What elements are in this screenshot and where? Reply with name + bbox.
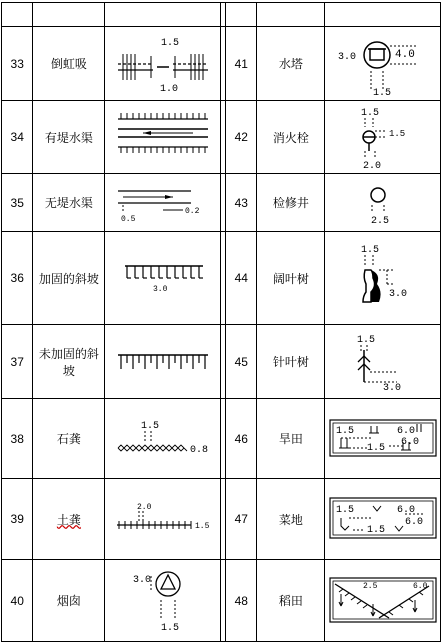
reinforced-slope-symbol xyxy=(105,232,221,325)
item-number: 34 xyxy=(2,101,33,174)
svg-text:4.0: 4.0 xyxy=(394,48,415,61)
svg-text:3.0: 3.0 xyxy=(337,51,356,63)
svg-text:1.5: 1.5 xyxy=(360,108,379,119)
table-row xyxy=(2,479,441,560)
inverted-siphon-symbol xyxy=(105,27,221,101)
svg-text:3.0: 3.0 xyxy=(382,382,401,394)
item-number: 45 xyxy=(226,325,257,399)
item-number: 48 xyxy=(226,560,257,642)
table-row xyxy=(2,101,441,174)
vegetable-field-symbol xyxy=(325,479,441,560)
item-number: 43 xyxy=(226,174,257,232)
conifer-tree-symbol xyxy=(325,325,441,399)
table-row xyxy=(2,174,441,232)
earth-ridge-symbol xyxy=(105,479,221,560)
item-name: 针叶树 xyxy=(257,325,325,399)
svg-text:1.5: 1.5 xyxy=(356,334,375,346)
svg-text:1.5: 1.5 xyxy=(366,442,385,454)
table-row xyxy=(2,399,441,479)
fire-hydrant-symbol xyxy=(325,101,441,174)
svg-text:2.5: 2.5 xyxy=(370,215,389,227)
header-cell xyxy=(226,3,257,27)
svg-text:6.0: 6.0 xyxy=(396,425,415,437)
svg-text:1.0: 1.0 xyxy=(159,83,178,95)
table-row xyxy=(2,560,441,642)
header-cell xyxy=(105,3,221,27)
item-number: 37 xyxy=(2,325,33,399)
item-number: 35 xyxy=(2,174,33,232)
unembanked-canal-symbol xyxy=(105,174,221,232)
table-row xyxy=(2,232,441,325)
header-cell xyxy=(325,3,441,27)
header-cell xyxy=(2,3,33,27)
item-name xyxy=(33,479,105,560)
svg-text:2.0: 2.0 xyxy=(362,161,381,172)
item-number: 36 xyxy=(2,232,33,325)
svg-text:6.0: 6.0 xyxy=(404,517,423,528)
item-number: 40 xyxy=(2,560,33,642)
item-name: 无堤水渠 xyxy=(33,174,105,232)
item-name: 旱田 xyxy=(257,399,325,479)
item-number: 47 xyxy=(226,479,257,560)
svg-text:1.5: 1.5 xyxy=(335,425,354,437)
dry-field-symbol xyxy=(325,399,441,479)
item-name: 有堤水渠 xyxy=(33,101,105,174)
item-name: 倒虹吸 xyxy=(33,27,105,101)
header-cell xyxy=(257,3,325,27)
broadleaf-tree-symbol xyxy=(325,232,441,325)
svg-text:2.5: 2.5 xyxy=(362,581,378,591)
item-name: 菜地 xyxy=(257,479,325,560)
unreinforced-slope-symbol xyxy=(105,325,221,399)
item-number: 46 xyxy=(226,399,257,479)
manhole-symbol xyxy=(325,174,441,232)
chimney-symbol xyxy=(105,560,221,642)
svg-text:1.5: 1.5 xyxy=(160,622,179,634)
item-number: 41 xyxy=(226,27,257,101)
embanked-canal-symbol xyxy=(105,101,221,174)
svg-text:6.0: 6.0 xyxy=(396,505,415,516)
svg-text:6.0: 6.0 xyxy=(412,581,428,591)
item-name: 烟囱 xyxy=(33,560,105,642)
item-number: 42 xyxy=(226,101,257,174)
svg-text:0.2: 0.2 xyxy=(184,206,200,216)
item-name: 加固的斜坡 xyxy=(33,232,105,325)
item-name: 未加固的斜坡 xyxy=(33,325,105,399)
item-number: 44 xyxy=(226,232,257,325)
item-name: 石龚 xyxy=(33,399,105,479)
table-row xyxy=(2,27,441,101)
svg-text:3.0: 3.0 xyxy=(388,289,407,300)
svg-text:0.8: 0.8 xyxy=(189,444,208,456)
svg-text:1.5: 1.5 xyxy=(366,525,385,536)
svg-text:1.5: 1.5 xyxy=(335,505,354,516)
svg-text:1.5: 1.5 xyxy=(140,420,159,432)
svg-text:1.5: 1.5 xyxy=(194,522,210,531)
legend-table xyxy=(1,2,441,642)
header-cell xyxy=(33,3,105,27)
item-name: 消火栓 xyxy=(257,101,325,174)
svg-text:2.0: 2.0 xyxy=(136,503,152,512)
svg-text:6.0: 6.0 xyxy=(400,436,419,448)
header-row xyxy=(2,3,441,27)
item-name-text: 土龚 xyxy=(56,512,81,527)
svg-text:3.0: 3.0 xyxy=(132,574,151,586)
svg-text:1.5: 1.5 xyxy=(160,37,179,49)
item-name: 水塔 xyxy=(257,27,325,101)
water-tower-symbol xyxy=(325,27,441,101)
svg-text:1.5: 1.5 xyxy=(372,87,391,99)
item-name: 稻田 xyxy=(257,560,325,642)
svg-text:3.0: 3.0 xyxy=(152,285,168,294)
svg-text:1.5: 1.5 xyxy=(360,245,379,256)
item-number: 38 xyxy=(2,399,33,479)
item-name: 阔叶树 xyxy=(257,232,325,325)
svg-text:1.5: 1.5 xyxy=(388,129,405,139)
table-row xyxy=(2,325,441,399)
stone-ridge-symbol xyxy=(105,399,221,479)
item-number: 33 xyxy=(2,27,33,101)
item-name: 检修井 xyxy=(257,174,325,232)
item-number: 39 xyxy=(2,479,33,560)
paddy-field-symbol xyxy=(325,560,441,642)
svg-text:0.5: 0.5 xyxy=(120,214,136,224)
